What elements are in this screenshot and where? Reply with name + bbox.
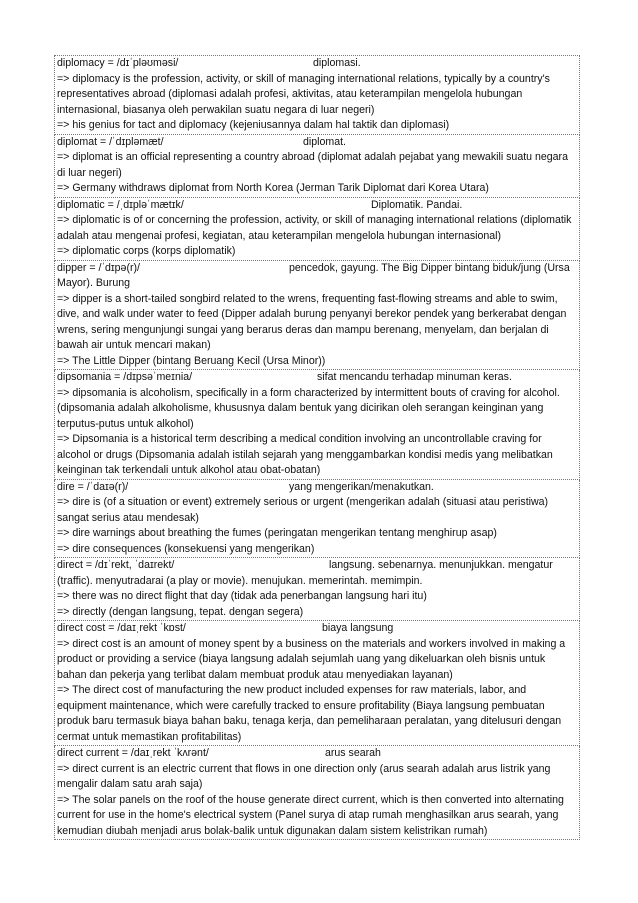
- headword: direct current = /daɪˌrekt ˈkʌrənt/: [57, 747, 209, 759]
- entry-direct-current: [54, 746, 580, 840]
- example-line: => dire consequences (konsekuensi yang mengerikan): [57, 542, 315, 555]
- headword: direct = /dɪˈrekt, ˈdaɪrekt/: [57, 559, 175, 571]
- example-line: => The solar panels on the roof of the house generate direct current, which is then converted into alternating current for use in the home's electrical system (Panel surya di atap rumah menghasilkan arus searah, yang kemudian diubah menjadi arus bolak-balik untuk digunakan dalam sistem kelistrikan rumah): [57, 793, 564, 837]
- translation-continued: (traffic). menyutradarai (a play or movie). menujukan. memerintah. memimpin.: [57, 574, 423, 587]
- example-line: => Germany withdraws diplomat from North Korea (Jerman Tarik Diplomat dari Korea Utara): [57, 182, 489, 194]
- translation: Diplomatik. Pandai.: [371, 198, 463, 211]
- entry-head: [57, 621, 577, 637]
- example-line: => there was no direct flight that day (tidak ada penerbangan langsung hari itu): [57, 590, 427, 602]
- translation: diplomasi.: [313, 57, 361, 69]
- entry-head: [57, 480, 577, 496]
- entry-head: [57, 135, 577, 151]
- entry-dipsomania: [54, 370, 580, 480]
- translation: pencedok, gayung. The Big Dipper bintang biduk/jung (Ursa Mayor). Burung: [57, 261, 570, 289]
- entry-head: [57, 746, 577, 762]
- entry-diplomatic: [54, 198, 580, 261]
- entry-diplomat: [54, 135, 580, 198]
- entry-head: [57, 198, 577, 214]
- entry-direct: [54, 558, 580, 621]
- headword: dire = /ˈdaɪə(r)/: [57, 480, 129, 493]
- headword: dipsomania = /dɪpsəˈmeɪnia/: [57, 371, 193, 383]
- entry-diplomacy: [54, 55, 580, 135]
- headword-with-translation: [57, 261, 577, 292]
- example-line: => Dipsomania is a historical term describing a medical condition involving an uncontrollable craving for alcohol or drugs (Dipsomania adalah istilah sejarah yang menggambarkan kondisi medis yang melibatkan keinginan tak terkendali untuk alkohol atau obat-obatan): [57, 433, 553, 476]
- translation: diplomat.: [303, 135, 346, 148]
- translation: langsung. sebenarnya. menunjukkan. mengatur: [329, 559, 553, 571]
- headword: dipper = /ˈdɪpə(r)/: [57, 261, 140, 274]
- entry-head: [57, 261, 577, 292]
- entry-dipper: [54, 261, 580, 371]
- translation: biaya langsung: [322, 622, 394, 634]
- translation: yang mengerikan/menakutkan.: [289, 480, 434, 493]
- definition-line: => dipsomania is alcoholism, specifically in a form characterized by intermittent bouts of craving for alcohol. (dipsomania adalah alkoholisme, khususnya dalam bentuk yang dicirikan oleh serangan keinginan yang terputus-putus untuk alkohol): [57, 386, 560, 430]
- definition-line: => dire is (of a situation or event) extremely serious or urgent (mengerikan adalah (situasi atau peristiwa) sangat serius atau mendesak): [57, 496, 549, 524]
- example-line: => his genius for tact and diplomacy (kejeniusannya dalam hal taktik dan diplomasi): [57, 119, 450, 131]
- example-line: => The direct cost of manufacturing the new product included expenses for raw materials, labor, and equipment maintenance, which were carefully tracked to ensure profitability (Biaya langsung pembuatan produk baru termasuk biaya bahan baku, tenaga kerja, dan pemeliharaan peralatan, yang ditelusuri dengan cermat untuk memastikan profitabilitas): [57, 684, 562, 743]
- example-line: => The Little Dipper (bintang Beruang Kecil (Ursa Minor)): [57, 354, 326, 367]
- example-line: => directly (dengan langsung, tepat. dengan segera): [57, 605, 304, 618]
- definition-line: => direct cost is an amount of money spent by a business on the materials and workers involved in making a product or providing a service (biaya langsung adalah sejumlah uang yang dikeluarkan oleh bisnis untuk bahan dan pekerja yang terlibat dalam membuat produk atau menyediakan layanan): [57, 637, 566, 681]
- example-line: => diplomatic corps (korps diplomatik): [57, 245, 236, 257]
- definition-line: => diplomatic is of or concerning the profession, activity, or skill of managing international relations (diplomatik adalah atau mengenai profesi, kegiatan, atau keterampilan mengelola hubungan internasional): [57, 214, 572, 242]
- entry-head: [57, 370, 577, 386]
- translation: sifat mencandu terhadap minuman keras.: [317, 371, 512, 383]
- definition-line: => dipper is a short-tailed songbird related to the wrens, frequenting fast-flowing streams and able to swim, dive, and walk under water to feed (Dipper adalah burung penyanyi berekor pendek yang berkerabat dengan wrens, sering mengunjungi sungai yang berarus deras dan mampu berenang, menyelam, dan berjalan di bawah air untuk mencari makan): [57, 292, 567, 351]
- headword: diplomat = /ˈdɪpləmæt/: [57, 135, 164, 148]
- entry-dire: [54, 480, 580, 559]
- entry-head: [57, 56, 577, 72]
- definition-line: => diplomat is an official representing a country abroad (diplomat adalah pejabat yang mewakili suatu negara di luar negeri): [57, 151, 568, 179]
- entry-head: [57, 558, 577, 574]
- translation: arus searah: [325, 747, 381, 759]
- headword: direct cost = /daɪˌrekt ˈkɒst/: [57, 622, 186, 634]
- headword: diplomacy = /dɪˈpləʊməsi/: [57, 57, 179, 69]
- entry-direct-cost: [54, 621, 580, 746]
- headword: diplomatic = /ˌdɪpləˈmætɪk/: [57, 198, 184, 211]
- dictionary-sheet: [54, 55, 580, 840]
- definition-line: => diplomacy is the profession, activity, or skill of managing international relations, typically by a country's representatives abroad (diplomasi adalah profesi, aktivitas, atau keterampilan mengelola hubungan internasional, biasanya oleh perwakilan suatu negara di luar negeri): [57, 72, 550, 116]
- definition-line: => direct current is an electric current that flows in one direction only (arus searah adalah arus listrik yang mengalir dalam satu arah saja): [57, 762, 551, 790]
- example-line: => dire warnings about breathing the fumes (peringatan mengerikan tentang menghirup asap): [57, 527, 497, 539]
